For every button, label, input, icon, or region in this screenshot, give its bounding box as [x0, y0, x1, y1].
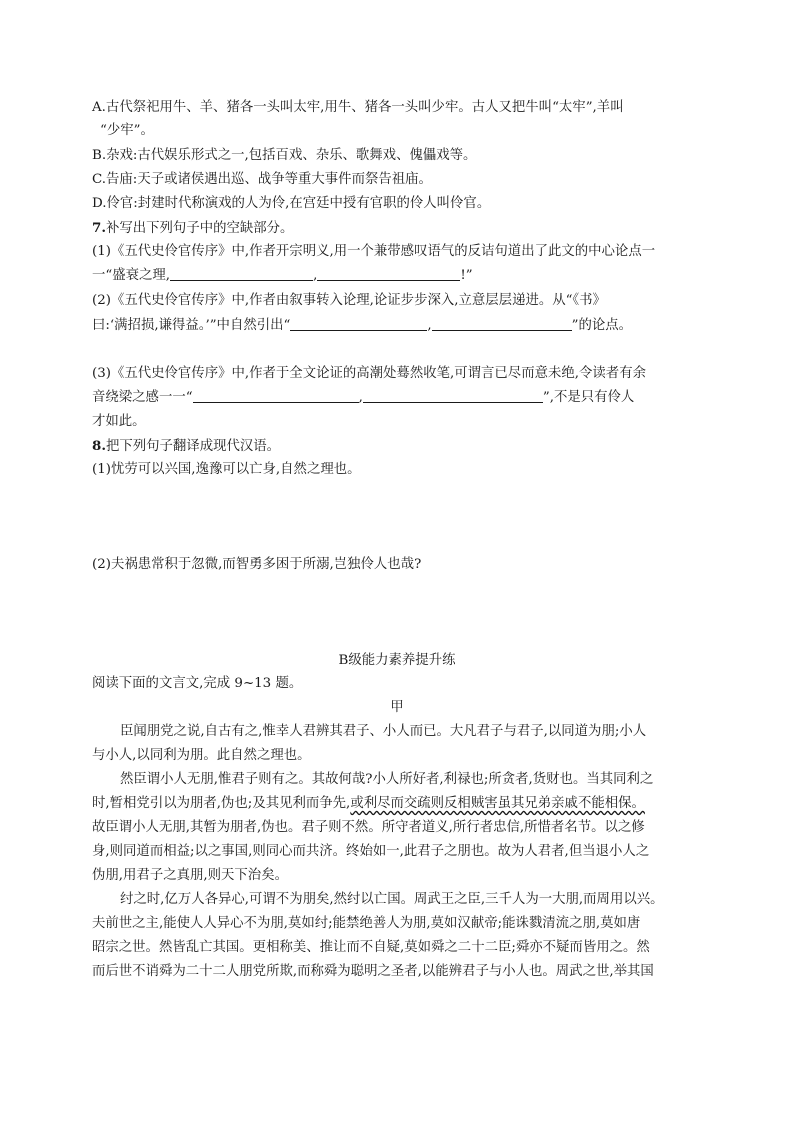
- passage-p2-line1: 然臣谓小人无朋,惟君子则有之。其故何哉?小人所好者,利禄也;所贪者,货财也。当其同利之: [120, 772, 654, 787]
- q8-number: 8.: [92, 438, 106, 454]
- q7-part2-line1: (2)《五代史伶官传序》中,作者由叙事转入论理,论证步步深入,立意层层递进。从“《书》: [92, 293, 606, 308]
- passage-p2-line2: [92, 794, 645, 814]
- section-b-heading: B级能力素养提升练: [338, 653, 456, 668]
- q7-part3-text-a: 音绕梁之感一一“: [92, 390, 193, 405]
- passage-p2-line2-text: 时,暂相党引以为朋者,伪也;及其见利而争先,: [92, 796, 351, 811]
- passage-p2-line3: 故臣谓小人无朋,其暂为朋者,伪也。君子则不然。所守者道义,所行者忠信,所惜者名节。以之修: [92, 820, 645, 835]
- q7-part1-text-a: 一“盛衰之理,: [92, 268, 171, 283]
- q7-part2-line2: [92, 316, 632, 336]
- q7-part3-line2: [92, 388, 634, 408]
- passage-label: 甲: [390, 700, 404, 715]
- q7-part3-line3: 才如此。: [92, 414, 146, 429]
- q7-part2-blank-1[interactable]: [290, 316, 427, 331]
- passage-wavy-underlined-sentence: 或利尽而交疏则反相贼害虽其兄弟亲戚不能相保。: [350, 796, 645, 811]
- q7-part3-line1: (3)《五代史伶官传序》中,作者于全文论证的高潮处蓦然收笔,可谓言已尽而意未绝,令读者有余: [92, 366, 646, 381]
- q7-part2-text-a: 曰:‘满招损,谦得益。’”中自然引出“: [92, 318, 291, 333]
- q6-option-d: D.伶官:封建时代称演戏的人为伶,在宫廷中授有官职的伶人叫伶官。: [92, 196, 491, 211]
- q7-title: 补写出下列句子中的空缺部分。: [105, 221, 294, 236]
- q7-part1-text-c: !”: [460, 268, 473, 283]
- q7-part1-text-b: ,: [313, 268, 318, 283]
- q8-sentence-2: (2)夫祸患常积于忽微,而智勇多困于所溺,岂独伶人也哉?: [92, 557, 422, 572]
- passage-p2-line5: 伪朋,用君子之真朋,则天下治矣。: [92, 868, 288, 883]
- q6-option-b: B.杂戏:古代娱乐形式之一,包括百戏、杂乐、歌舞戏、傀儡戏等。: [92, 148, 477, 163]
- q7-part3-blank-1[interactable]: [193, 388, 359, 403]
- q6-option-a-line1: A.古代祭祀用牛、羊、猪各一头叫太牢,用牛、猪各一头叫少牢。古人又把牛叫“太牢”,羊叫: [92, 100, 624, 115]
- q7-part1-line1: (1)《五代史伶官传序》中,作者开宗明义,用一个兼带感叹语气的反诘句道出了此文的中心论点一: [92, 244, 656, 259]
- q7-part2-blank-2[interactable]: [432, 316, 572, 331]
- passage-p2-line4: 身,则同道而相益;以之事国,则同心而共济。终始如一,此君子之朋也。故为人君者,但当退小人之: [92, 844, 650, 859]
- q8-heading: [92, 436, 280, 457]
- q7-part3-text-c: ”,不是只有伶人: [542, 390, 635, 405]
- passage-p3-line3: 昭宗之世。然皆乱亡其国。更相称美、推让而不自疑,莫如舜之二十二臣;舜亦不疑而皆用之。然: [92, 940, 650, 955]
- q6-option-c: C.告庙:天子或诸侯遇出巡、战争等重大事件而祭告祖庙。: [92, 172, 432, 187]
- q8-title: 把下列句子翻译成现代汉语。: [105, 439, 281, 454]
- q7-part3-blank-2[interactable]: [363, 388, 543, 403]
- passage-p3-line4: 而后世不诮舜为二十二人朋党所欺,而称舜为聪明之圣者,以能辨君子与小人也。周武之世,举其国: [92, 964, 654, 979]
- q7-part1-line2: [92, 266, 473, 286]
- passage-p3-line1: 纣之时,亿万人各异心,可谓不为朋矣,然纣以亡国。周武王之臣,三千人为一大朋,而周用以兴。: [120, 892, 664, 907]
- q7-part1-blank-2[interactable]: [317, 266, 460, 281]
- passage-p1-line2: 与小人,以同利为朋。此自然之理也。: [92, 748, 311, 763]
- q6-option-a-line2: “少牢”。: [100, 123, 154, 138]
- q7-part3-text-b: ,: [358, 390, 363, 405]
- q7-number: 7.: [92, 220, 106, 236]
- passage-p1-line1: 臣闻朋党之说,自古有之,惟幸人君辨其君子、小人而已。大凡君子与君子,以同道为朋;小人: [120, 724, 647, 739]
- q7-part1-blank-1[interactable]: [170, 266, 313, 281]
- section-b-instruction: 阅读下面的文言文,完成 9~13 题。: [92, 676, 303, 691]
- passage-p3-line2: 夫前世之主,能使人人异心不为朋,莫如纣;能禁绝善人为朋,莫如汉献帝;能诛戮清流之朋,莫如唐: [92, 916, 641, 931]
- q8-sentence-1: (1)忧劳可以兴国,逸豫可以亡身,自然之理也。: [92, 462, 361, 477]
- q7-heading: [92, 218, 293, 239]
- q7-part2-text-b: ,: [427, 318, 432, 333]
- q7-part2-text-c: ”的论点。: [571, 318, 633, 333]
